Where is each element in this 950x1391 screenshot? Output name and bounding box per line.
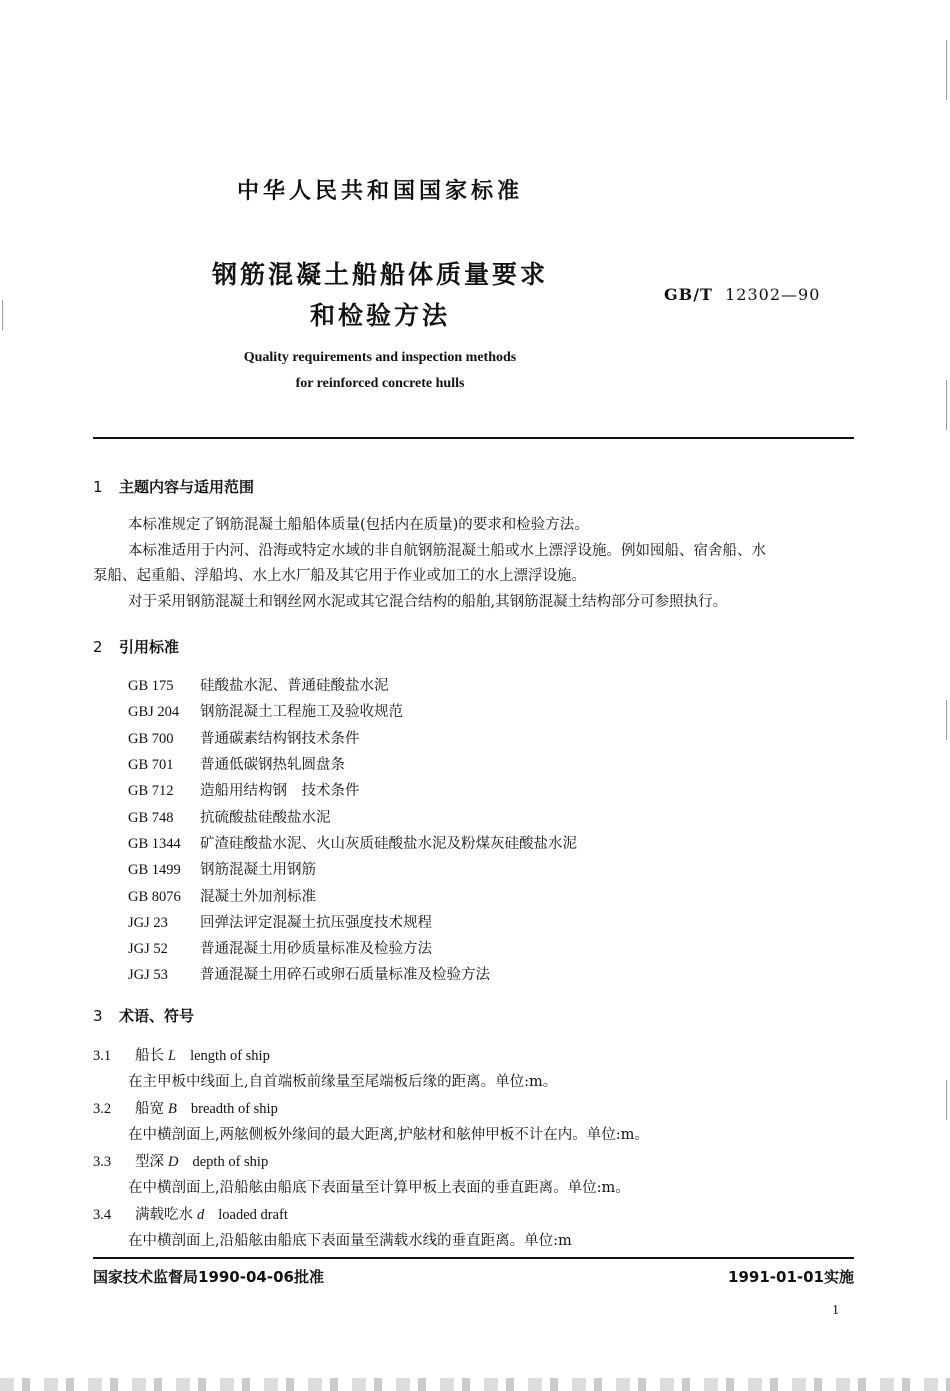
- section-title: 主题内容与适用范围: [119, 478, 255, 496]
- scan-edge: [946, 380, 947, 430]
- ref-name: 普通混凝土用砂质量标准及检验方法: [200, 941, 432, 957]
- reference-item: [128, 885, 316, 906]
- ref-name: 造船用结构钢 技术条件: [200, 783, 360, 799]
- term-number: 3.2: [93, 1101, 112, 1117]
- ref-name: 回弹法评定混凝土抗压强度技术规程: [200, 915, 432, 931]
- section-number: 1: [93, 478, 103, 496]
- ref-code: GBJ 204: [128, 704, 180, 720]
- scan-edge: [946, 1080, 947, 1120]
- reference-item: [128, 963, 490, 984]
- ref-code: GB 175: [128, 678, 174, 694]
- ref-name: 普通混凝土用碎石或卵石质量标准及检验方法: [200, 967, 490, 983]
- term-english: loaded draft: [218, 1207, 288, 1223]
- term-definition: 在中横剖面上,沿船舷由船底下表面量至满载水线的垂直距离。单位:m: [128, 1233, 572, 1249]
- section-number: 3: [93, 1007, 103, 1025]
- section-title: 引用标准: [119, 638, 180, 656]
- term-name: 船长: [135, 1048, 164, 1064]
- paragraph: 本标准适用于内河、沿海或特定水域的非自航钢筋混凝土船或水上漂浮设施。例如囤船、宿舍船、水: [128, 543, 766, 559]
- ref-name: 普通碳素结构钢技术条件: [200, 731, 360, 747]
- section-1-heading: [93, 476, 254, 497]
- paragraph-continuation: 泵船、起重船、浮船坞、水上水厂船及其它用于作业或加工的水上漂浮设施。: [93, 568, 586, 584]
- reference-item: [128, 937, 432, 958]
- document-title-line1: 钢筋混凝土船船体质量要求: [211, 260, 548, 289]
- ref-name: 矿渣硅酸盐水泥、火山灰质硅酸盐水泥及粉煤灰硅酸盐水泥: [200, 836, 577, 852]
- term-english: length of ship: [190, 1048, 270, 1064]
- term-number: 3.1: [93, 1048, 112, 1064]
- ref-code: GB 700: [128, 731, 174, 747]
- reference-item: [128, 674, 389, 695]
- term-definition: 在中横剖面上,沿船舷由船底下表面量至计算甲板上表面的垂直距离。单位:m。: [128, 1180, 630, 1196]
- ref-code: GB 712: [128, 783, 174, 799]
- term-definition: 在主甲板中线面上,自首端板前缘量至尾端板后缘的距离。单位:m。: [128, 1074, 558, 1090]
- ref-code: GB 701: [128, 757, 174, 773]
- reference-item: [128, 858, 316, 879]
- term-name: 船宽: [135, 1101, 164, 1117]
- term-symbol: B: [168, 1101, 177, 1117]
- ref-code: GB 8076: [128, 889, 181, 905]
- paragraph: 本标准规定了钢筋混凝土船船体质量(包括内在质量)的要求和检验方法。: [128, 517, 589, 533]
- ref-code: GB 748: [128, 810, 174, 826]
- term-entry: [93, 1044, 270, 1065]
- section-title: 术语、符号: [119, 1007, 195, 1025]
- ref-code: JGJ 23: [128, 915, 168, 931]
- national-standard-heading: 中华人民共和国国家标准: [236, 179, 523, 204]
- section-2-heading: [93, 636, 179, 657]
- term-name: 满载吃水: [135, 1207, 193, 1223]
- term-symbol: L: [168, 1048, 177, 1064]
- ref-name: 钢筋混凝土工程施工及验收规范: [200, 704, 403, 720]
- term-english: depth of ship: [192, 1154, 269, 1170]
- document-title-line2: 和检验方法: [309, 301, 450, 330]
- english-title-line1: Quality requirements and inspection methods: [243, 350, 517, 365]
- page-number: 1: [832, 1303, 839, 1318]
- ref-name: 硅酸盐水泥、普通硅酸盐水泥: [200, 678, 389, 694]
- section-number: 2: [93, 638, 103, 656]
- ref-name: 钢筋混凝土用钢筋: [200, 862, 316, 878]
- term-entry: [93, 1203, 288, 1224]
- approval-date: 国家技术监督局1990-04-06批准: [93, 1268, 324, 1286]
- ref-code: JGJ 53: [128, 967, 168, 983]
- effective-date: 1991-01-01实施: [728, 1268, 854, 1286]
- scan-edge: [946, 40, 947, 100]
- reference-item: [128, 832, 577, 853]
- ref-name: 普通低碳钢热轧圆盘条: [200, 757, 345, 773]
- header-rule: [93, 437, 854, 439]
- reference-item: [128, 911, 432, 932]
- term-english: breadth of ship: [190, 1101, 278, 1117]
- reference-item: [128, 727, 360, 748]
- term-symbol: D: [168, 1154, 179, 1170]
- standard-code: 12302—90: [725, 285, 821, 304]
- term-entry: [93, 1097, 278, 1118]
- term-number: 3.3: [93, 1154, 112, 1170]
- english-title-line2: for reinforced concrete hulls: [295, 376, 465, 391]
- term-number: 3.4: [93, 1207, 112, 1223]
- reference-item: [128, 700, 403, 721]
- ref-code: GB 1499: [128, 862, 181, 878]
- section-3-heading: [93, 1005, 194, 1026]
- term-name: 型深: [135, 1154, 164, 1170]
- footer-rule: [93, 1257, 854, 1259]
- term-definition: 在中横剖面上,两舷侧板外缘间的最大距离,护舷材和舷伸甲板不计在内。单位:m。: [128, 1127, 649, 1143]
- ref-name: 混凝土外加剂标准: [200, 889, 316, 905]
- ref-code: GB 1344: [128, 836, 181, 852]
- ref-name: 抗硫酸盐硅酸盐水泥: [200, 810, 331, 826]
- scan-edge: [946, 700, 947, 740]
- scan-bottom-noise: [0, 1378, 950, 1391]
- standard-prefix: GB/T: [664, 285, 713, 304]
- term-symbol: d: [197, 1207, 205, 1223]
- paragraph: 对于采用钢筋混凝土和钢丝网水泥或其它混合结构的船舶,其钢筋混凝土结构部分可参照执行。: [128, 594, 728, 610]
- reference-item: [128, 779, 360, 800]
- reference-item: [128, 806, 331, 827]
- ref-code: JGJ 52: [128, 941, 168, 957]
- reference-item: [128, 753, 345, 774]
- standard-number: [664, 285, 820, 304]
- term-entry: [93, 1150, 268, 1171]
